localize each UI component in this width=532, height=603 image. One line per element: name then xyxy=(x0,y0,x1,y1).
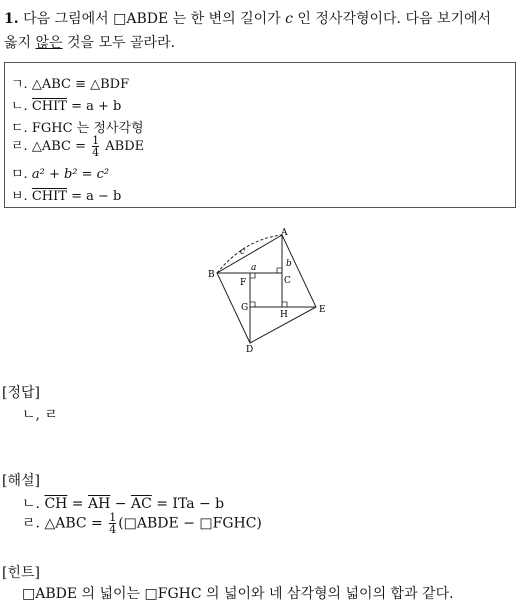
right-angle-g xyxy=(250,302,255,307)
choice-e-text: a² + b² = c² xyxy=(31,167,110,182)
hint-heading: [힌트] xyxy=(2,565,40,581)
question-text-2: 인 정사각형이다. 다음 보기에서 xyxy=(297,11,492,27)
choice-b-rest: = a + b xyxy=(66,99,122,114)
label-g-vertex: G xyxy=(241,303,249,313)
label-d-vertex: D xyxy=(246,345,254,355)
answer-heading: [정답] xyxy=(2,385,40,401)
question-text-1: 다음 그림에서 □ABDE 는 한 변의 길이가 xyxy=(23,11,281,27)
answer-text: ㄴ, ㄹ xyxy=(22,407,58,423)
explanation-2-fraction xyxy=(109,512,116,535)
explanation-1-ch: $\overline{CH}$ xyxy=(44,496,68,512)
explanation-1-label: ㄴ. xyxy=(22,496,40,512)
explanation-line-2 xyxy=(22,512,262,535)
right-angle-h xyxy=(282,302,287,307)
explanation-1-ah: $\overline{AH}$ xyxy=(88,496,111,512)
choice-c-text: FGHC 는 정사각형 xyxy=(31,121,144,136)
label-a-vertex: A xyxy=(281,228,288,238)
question-number: 1. xyxy=(4,11,19,27)
explanation-2-denominator: 4 xyxy=(109,523,117,536)
explanation-2-numerator: 1 xyxy=(109,511,117,524)
choice-d-numerator: 1 xyxy=(92,134,100,147)
label-b-side: b xyxy=(286,259,292,269)
choice-a xyxy=(11,73,129,92)
explanation-1-eq: = xyxy=(67,496,88,512)
label-c-side: c xyxy=(240,247,246,257)
explanation-1-ac: $\overline{AC}$ xyxy=(130,496,152,512)
choice-f-label: ㅂ. xyxy=(11,189,28,204)
choice-a-label: ㄱ. xyxy=(11,77,28,92)
choice-a-text: △ABC ≡ △BDF xyxy=(31,77,130,92)
explanation-1-minus: − xyxy=(110,496,131,512)
question-text-3: 옳지 xyxy=(4,35,32,51)
choice-e-label: ㅁ. xyxy=(11,167,28,182)
explanation-line-1 xyxy=(22,493,224,513)
explanation-2-pre: △ABC = xyxy=(44,515,103,532)
choice-d-pre: △ABC = xyxy=(31,139,86,154)
label-b-vertex: B xyxy=(208,270,215,280)
question-line-2 xyxy=(4,32,175,52)
right-angle-c xyxy=(277,268,282,273)
choice-c xyxy=(11,117,144,136)
choice-d-post: ABDE xyxy=(105,139,145,154)
label-c-vertex: C xyxy=(284,276,291,286)
choice-c-label: ㄷ. xyxy=(11,121,28,136)
question-line-1 xyxy=(4,8,491,28)
choice-d-denominator: 4 xyxy=(92,146,100,159)
square-abde xyxy=(217,235,316,343)
choice-e xyxy=(11,163,109,182)
hint-text: □ABDE 의 넓이는 □FGHC 의 넓이와 네 삼각형의 넓이의 합과 같다. xyxy=(22,586,454,602)
choice-d-fraction xyxy=(92,135,99,158)
right-angle-f xyxy=(250,273,255,278)
explanation-2-label: ㄹ. xyxy=(22,515,40,532)
label-a-side: a xyxy=(251,263,257,273)
label-f-vertex: F xyxy=(240,278,247,288)
question-underlined-word: 않은 xyxy=(35,35,63,51)
choice-f xyxy=(11,185,121,204)
side-variable: c xyxy=(285,11,293,27)
choice-b-label: ㄴ. xyxy=(11,99,28,114)
choices-box xyxy=(4,62,516,208)
label-e-vertex: E xyxy=(319,305,326,315)
choice-b-overline: CHIT xyxy=(31,99,67,114)
choice-f-rest: = a − b xyxy=(66,189,122,204)
explanation-1-rest: = ITa − b xyxy=(151,496,225,512)
choice-d xyxy=(11,135,144,158)
choice-f-overline: CHIT xyxy=(31,189,67,204)
explanation-heading: [해설] xyxy=(2,473,40,489)
choice-d-label: ㄹ. xyxy=(11,139,28,154)
geometry-figure xyxy=(195,225,340,355)
choice-b xyxy=(11,95,121,114)
label-h-vertex: H xyxy=(280,310,288,320)
explanation-2-post: (□ABDE − □FGHC) xyxy=(118,515,262,532)
question-text-4: 것을 모두 골라라. xyxy=(67,35,176,51)
